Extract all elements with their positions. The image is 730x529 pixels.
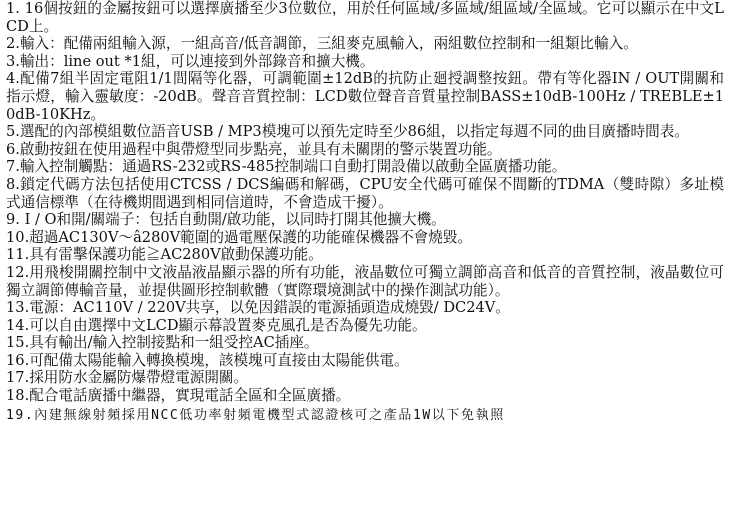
spec-item-19: 19.內建無線射頻採用NCC低功率射頻電機型式認證核可之產品1W以下免執照 — [6, 407, 505, 423]
spec-document — [6, 0, 724, 424]
spec-item-4: 4.配備7組半固定電阻1/1間隔等化器，可調範圍±12dB的抗防止廻授調整按鈕。帶有等化器IN / OUT開關和指示燈，輸入靈敏度：-20dB。聲音音質控制：LCD數位聲音音質量控制BASS±10dB-100Hz / TREBLE±10dB-10KHz。 — [6, 70, 724, 123]
spec-item-13: 13.電源：AC110V / 220V共享，以免因錯誤的電源插頭造成燒毀/ DC24V。 — [6, 299, 510, 317]
spec-item-15: 15.具有輸出/輸入控制接點和一組受控AC插座。 — [6, 334, 319, 352]
spec-item-10: 10.超過AC130V～â280V範圍的過電壓保護的功能確保機器不會燒毀。 — [6, 228, 473, 246]
spec-item-12: 12.用飛梭開關控制中文液晶液晶顯示器的所有功能，液晶數位可獨立調節高音和低音的音質控制，液晶數位可獨立調節傳輸音量，並提供圖形控制軟體（實際環境測試中的操作測試功能）。 — [6, 263, 724, 299]
spec-item-9: 9. I / O和開/關端子：包括自動開/啟功能，以同時打開其他擴大機。 — [6, 211, 446, 229]
spec-item-3: 3.輸出：line out *1組，可以連接到外部錄音和擴大機。 — [6, 52, 375, 70]
spec-item-17: 17.採用防水金屬防爆帶燈電源開關。 — [6, 369, 249, 387]
spec-item-7: 7.輸入控制觸點：通過RS-232或RS-485控制端口自動打開設備以啟動全區廣播功能。 — [6, 158, 567, 176]
spec-item-14: 14.可以自由選擇中文LCD顯示幕設置麥克風孔是否為優先功能。 — [6, 316, 427, 334]
spec-item-1: 1. 16個按鈕的金屬按鈕可以選擇廣播至少3位數位，用於任何區域/多區域/組區域/全區域。它可以顯示在中文LCD上。 — [6, 0, 724, 35]
spec-item-16: 16.可配備太陽能輸入轉換模塊，該模塊可直接由太陽能供電。 — [6, 351, 409, 369]
spec-item-2: 2.輸入：配備兩組輸入源，一組高音/低音調節，三組麥克風輸入，兩組數位控制和一組類比輸入。 — [6, 35, 638, 53]
spec-item-8: 8.鎖定代碼方法包括使用CTCSS / DCS編碼和解碼，CPU安全代碼可確保不間斷的TDMA（雙時隙）多址模式通信標準（在待機期間遇到相同信道時，不會造成干擾）。 — [6, 175, 724, 211]
spec-item-11: 11.具有雷擊保護功能≧AC280V啟動保護功能。 — [6, 246, 323, 264]
spec-item-18: 18.配合電話廣播中繼器，實現電話全區和全區廣播。 — [6, 387, 351, 405]
spec-item-6: 6.啟動按鈕在使用過程中與帶燈型同步點亮，並具有未關閉的警示裝置功能。 — [6, 140, 502, 158]
spec-item-5: 5.選配的內部模組數位語音USB / MP3模塊可以預先定時至少86組，以指定每週不同的曲目廣播時間表。 — [6, 123, 689, 141]
